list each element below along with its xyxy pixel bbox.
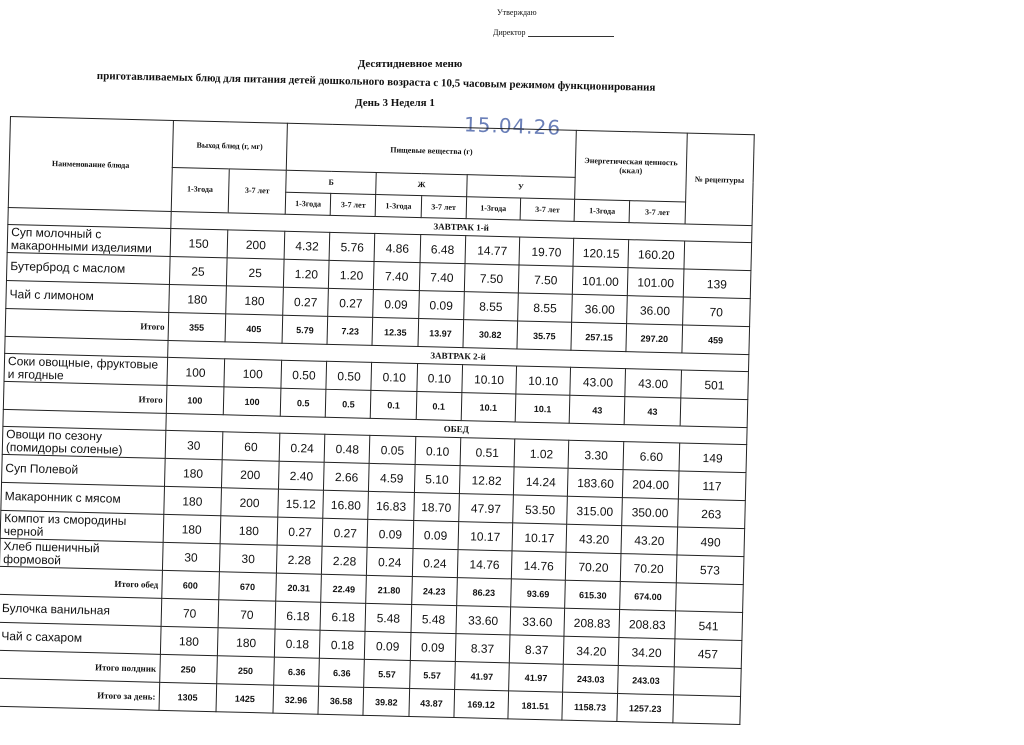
- recipe-number: 541: [675, 611, 743, 641]
- b-age1: 1-3года: [285, 192, 331, 215]
- value-cell: 33.60: [510, 607, 565, 636]
- value-cell: 1.02: [514, 439, 569, 468]
- value-cell: 101.00: [573, 266, 629, 295]
- value-cell: 70.20: [621, 554, 677, 583]
- value-cell: 6.18: [275, 601, 321, 630]
- value-cell: 0.5: [280, 388, 326, 417]
- total-label: Итого: [5, 308, 168, 340]
- value-cell: 0.09: [418, 291, 464, 320]
- section-title: ЗАВТРАК 1-й: [170, 211, 752, 242]
- value-cell: 8.37: [455, 634, 510, 663]
- value-cell: 7.23: [327, 316, 373, 345]
- value-cell: 6.60: [623, 442, 679, 471]
- value-cell: 1.20: [329, 260, 375, 289]
- value-cell: 0.5: [325, 389, 371, 418]
- col-u-header: У: [466, 175, 575, 200]
- value-cell: 1257.23: [617, 694, 673, 723]
- value-cell: 0.09: [373, 289, 419, 318]
- value-cell: 0.51: [460, 438, 515, 467]
- energy-age1: 1-3года: [574, 199, 630, 222]
- dish-name: Чай с сахаром: [0, 622, 161, 654]
- value-cell: 208.83: [619, 610, 675, 639]
- value-cell: 8.37: [509, 635, 564, 664]
- value-cell: 36.00: [627, 296, 683, 325]
- value-cell: 204.00: [623, 470, 679, 499]
- value-cell: 0.50: [281, 360, 327, 389]
- value-cell: 7.50: [518, 265, 573, 294]
- recipe-number: [675, 583, 743, 613]
- value-cell: 6.18: [320, 602, 366, 631]
- value-cell: 297.20: [626, 324, 682, 353]
- value-cell: 200: [221, 460, 279, 489]
- col-nutrients-header: Пищевые вещества (г): [286, 123, 576, 177]
- value-cell: 180: [220, 516, 278, 545]
- value-cell: 60: [222, 432, 280, 461]
- value-cell: 10.17: [458, 522, 513, 551]
- value-cell: 0.18: [320, 630, 366, 659]
- value-cell: 615.30: [565, 580, 621, 609]
- value-cell: 101.00: [628, 268, 684, 297]
- value-cell: 21.80: [366, 575, 412, 604]
- value-cell: 0.24: [279, 433, 325, 462]
- value-cell: 150: [170, 228, 228, 257]
- value-cell: 169.12: [454, 690, 509, 719]
- value-cell: 2.28: [276, 545, 322, 574]
- value-cell: 1305: [159, 682, 217, 711]
- dish-name: Бутерброд с маслом: [6, 252, 169, 284]
- value-cell: 70.20: [566, 552, 622, 581]
- recipe-number: 490: [677, 527, 745, 557]
- value-cell: 0.09: [365, 631, 411, 660]
- recipe-number: 117: [678, 471, 746, 501]
- value-cell: 39.82: [363, 687, 409, 716]
- value-cell: 16.80: [323, 490, 369, 519]
- value-cell: 34.20: [563, 636, 619, 665]
- value-cell: 30.82: [463, 320, 518, 349]
- value-cell: 181.51: [508, 691, 563, 720]
- value-cell: 10.17: [512, 523, 567, 552]
- value-cell: 5.79: [282, 315, 328, 344]
- value-cell: 30: [162, 542, 220, 571]
- value-cell: 18.70: [413, 492, 459, 521]
- value-cell: 1.20: [283, 259, 329, 288]
- value-cell: 70: [218, 600, 276, 629]
- value-cell: 53.50: [513, 495, 568, 524]
- value-cell: 8.55: [518, 293, 573, 322]
- col-output-header: Выход блюд (г, мг): [172, 120, 288, 170]
- value-cell: 8.55: [463, 292, 518, 321]
- recipe-number: 263: [677, 499, 745, 529]
- total-label: Итого обед: [0, 566, 162, 598]
- value-cell: 43: [625, 397, 681, 426]
- u-age2: 3-7 лет: [520, 198, 575, 221]
- dish-name: Компот из смородины черной: [0, 510, 163, 542]
- value-cell: 5.10: [414, 464, 460, 493]
- value-cell: 183.60: [568, 468, 624, 497]
- value-cell: 41.97: [509, 663, 564, 692]
- value-cell: 41.97: [454, 662, 509, 691]
- value-cell: 7.40: [419, 263, 465, 292]
- value-cell: 200: [227, 230, 285, 259]
- signature-line: [528, 36, 614, 37]
- value-cell: 0.24: [412, 548, 458, 577]
- value-cell: 100: [166, 385, 224, 414]
- recipe-number: 149: [679, 443, 747, 473]
- value-cell: 208.83: [564, 608, 620, 637]
- dish-name: Хлеб пшеничный формовой: [0, 538, 163, 570]
- director-signature: [493, 28, 614, 37]
- section-title: ОБЕД: [165, 413, 747, 444]
- value-cell: 34.20: [619, 638, 675, 667]
- value-cell: 5.76: [329, 232, 375, 261]
- value-cell: 350.00: [622, 498, 678, 527]
- value-cell: 4.32: [284, 231, 330, 260]
- value-cell: 14.24: [513, 467, 568, 496]
- col-recipe-header: № рецептуры: [685, 133, 755, 226]
- total-label: Итого: [3, 381, 166, 413]
- total-label: Итого полдник: [0, 650, 160, 682]
- value-cell: 120.15: [573, 238, 629, 267]
- recipe-number: [684, 241, 752, 271]
- value-cell: 25: [226, 258, 284, 287]
- value-cell: 7.40: [374, 261, 420, 290]
- value-cell: 4.86: [374, 233, 420, 262]
- value-cell: 36.00: [572, 294, 628, 323]
- recipe-number: [673, 695, 741, 725]
- value-cell: 30: [165, 430, 223, 459]
- value-cell: 19.70: [519, 237, 574, 266]
- value-cell: 0.27: [277, 517, 323, 546]
- value-cell: 180: [163, 486, 221, 515]
- recipe-number: 459: [682, 325, 750, 355]
- value-cell: 600: [161, 570, 219, 599]
- value-cell: 12.35: [372, 317, 418, 346]
- col-output-ages: [171, 167, 286, 214]
- value-cell: 257.15: [571, 322, 627, 351]
- zh-age1: 1-3года: [376, 194, 422, 217]
- recipe-number: 501: [680, 370, 748, 400]
- value-cell: 16.83: [368, 491, 414, 520]
- value-cell: 243.03: [618, 666, 674, 695]
- col-name-header: Наименование блюда: [8, 117, 173, 212]
- value-cell: 86.23: [456, 578, 511, 607]
- value-cell: 5.57: [364, 659, 410, 688]
- value-cell: 43.20: [621, 526, 677, 555]
- value-cell: 405: [225, 314, 283, 343]
- value-cell: 6.36: [319, 658, 365, 687]
- value-cell: 25: [169, 256, 227, 285]
- value-cell: 47.97: [458, 494, 513, 523]
- value-cell: 315.00: [567, 496, 623, 525]
- value-cell: 2.66: [324, 462, 370, 491]
- value-cell: 4.59: [369, 463, 415, 492]
- value-cell: 43.00: [625, 369, 681, 398]
- director-label: Директор: [493, 28, 526, 37]
- energy-age2: 3-7 лет: [630, 201, 686, 224]
- value-cell: 2.40: [279, 461, 325, 490]
- value-cell: 0.09: [413, 520, 459, 549]
- dish-name: Овощи по сезону (помидоры соленые): [2, 426, 165, 458]
- value-cell: 250: [217, 656, 275, 685]
- value-cell: 180: [164, 458, 222, 487]
- value-cell: 32.96: [273, 685, 319, 714]
- value-cell: 14.77: [465, 236, 520, 265]
- zh-age2: 3-7 лет: [421, 196, 467, 219]
- menu-sheet: [0, 116, 755, 725]
- recipe-number: 139: [683, 269, 751, 299]
- value-cell: 14.76: [511, 551, 566, 580]
- menu-table-body: [0, 117, 754, 725]
- value-cell: 6.48: [420, 235, 466, 264]
- value-cell: 0.27: [328, 288, 374, 317]
- value-cell: 2.28: [322, 546, 368, 575]
- value-cell: 1158.73: [562, 692, 618, 721]
- value-cell: 0.05: [370, 435, 416, 464]
- value-cell: 0.48: [324, 434, 370, 463]
- value-cell: 100: [167, 357, 225, 386]
- recipe-number: 573: [676, 555, 744, 585]
- value-cell: 14.76: [457, 550, 512, 579]
- dish-name: Булочка ванильная: [0, 594, 161, 626]
- value-cell: 180: [217, 628, 275, 657]
- value-cell: 33.60: [456, 606, 511, 635]
- value-cell: 43.00: [570, 367, 626, 396]
- value-cell: 160.20: [628, 240, 684, 269]
- value-cell: 670: [219, 572, 277, 601]
- value-cell: 0.09: [367, 519, 413, 548]
- value-cell: 22.49: [321, 574, 367, 603]
- recipe-number: 457: [674, 639, 742, 669]
- value-cell: 7.50: [464, 264, 519, 293]
- dish-name: Макаронник с мясом: [1, 482, 164, 514]
- value-cell: 0.10: [416, 364, 462, 393]
- value-cell: 100: [223, 387, 281, 416]
- dish-name: Суп молочный с макаронными изделиями: [7, 224, 170, 256]
- value-cell: 12.82: [459, 466, 514, 495]
- value-cell: 30: [219, 544, 277, 573]
- value-cell: 100: [224, 359, 282, 388]
- value-cell: 0.50: [326, 361, 372, 390]
- dish-name: Соки овощные, фруктовые и ягодные: [4, 353, 167, 385]
- value-cell: 0.18: [274, 629, 320, 658]
- value-cell: 10.1: [461, 393, 516, 422]
- value-cell: 5.57: [409, 660, 455, 689]
- dish-name: Суп Полевой: [2, 454, 165, 486]
- value-cell: 674.00: [620, 582, 676, 611]
- value-cell: 0.27: [283, 287, 329, 316]
- value-cell: 0.27: [322, 518, 368, 547]
- value-cell: 3.30: [568, 440, 624, 469]
- value-cell: 43.20: [566, 524, 622, 553]
- dish-name: Чай с лимоном: [6, 280, 169, 312]
- value-cell: 93.69: [511, 579, 566, 608]
- value-cell: 0.09: [410, 632, 456, 661]
- b-age2: 3-7 лет: [330, 193, 376, 216]
- recipe-number: [680, 398, 748, 428]
- value-cell: 180: [168, 284, 226, 313]
- menu-table: [0, 116, 755, 725]
- value-cell: 43: [569, 395, 625, 424]
- value-cell: 180: [226, 286, 284, 315]
- col-b-header: Б: [286, 170, 377, 194]
- output-age1: 1-3года: [171, 168, 229, 212]
- recipe-number: 70: [682, 297, 750, 327]
- value-cell: 43.87: [409, 688, 455, 717]
- value-cell: 0.10: [415, 437, 461, 466]
- value-cell: 13.97: [418, 319, 464, 348]
- value-cell: 180: [163, 514, 221, 543]
- value-cell: 70: [161, 598, 219, 627]
- document-subtitle: приготавливаемых блюд для питания детей дошкольного возраста с 10,5 часовым режимом функционирования: [96, 70, 656, 94]
- col-energy-header: Энергетическая ценность (ккал): [575, 130, 687, 202]
- value-cell: 0.24: [367, 547, 413, 576]
- value-cell: 200: [221, 488, 279, 517]
- day-week-label: День 3 Неделя 1: [355, 97, 435, 109]
- value-cell: 0.10: [371, 362, 417, 391]
- value-cell: 0.1: [371, 390, 417, 419]
- value-cell: 10.10: [462, 365, 517, 394]
- section-title: ЗАВТРАК 2-й: [167, 340, 749, 371]
- value-cell: 5.48: [365, 603, 411, 632]
- document-title: Десятидневное меню: [357, 58, 463, 70]
- value-cell: 10.10: [516, 366, 571, 395]
- value-cell: 5.48: [411, 604, 457, 633]
- output-age2: 3-7 лет: [244, 185, 270, 196]
- day-total-label: Итого за день:: [0, 678, 159, 710]
- value-cell: 35.75: [517, 321, 572, 350]
- value-cell: 15.12: [278, 489, 324, 518]
- recipe-number: [673, 667, 741, 697]
- value-cell: 24.23: [411, 576, 457, 605]
- col-zh-header: Ж: [376, 172, 467, 196]
- u-age1: 1-3года: [466, 197, 521, 220]
- value-cell: 250: [159, 654, 217, 683]
- value-cell: 355: [168, 312, 226, 341]
- value-cell: 6.36: [274, 657, 320, 686]
- value-cell: 1425: [216, 684, 274, 713]
- handwritten-date: 15.04.26: [463, 112, 562, 140]
- value-cell: 180: [160, 626, 218, 655]
- approve-label: Утверждаю: [497, 8, 537, 17]
- value-cell: 0.1: [416, 392, 462, 421]
- value-cell: 36.58: [318, 686, 364, 715]
- value-cell: 10.1: [515, 394, 570, 423]
- value-cell: 20.31: [276, 573, 322, 602]
- value-cell: 243.03: [563, 664, 619, 693]
